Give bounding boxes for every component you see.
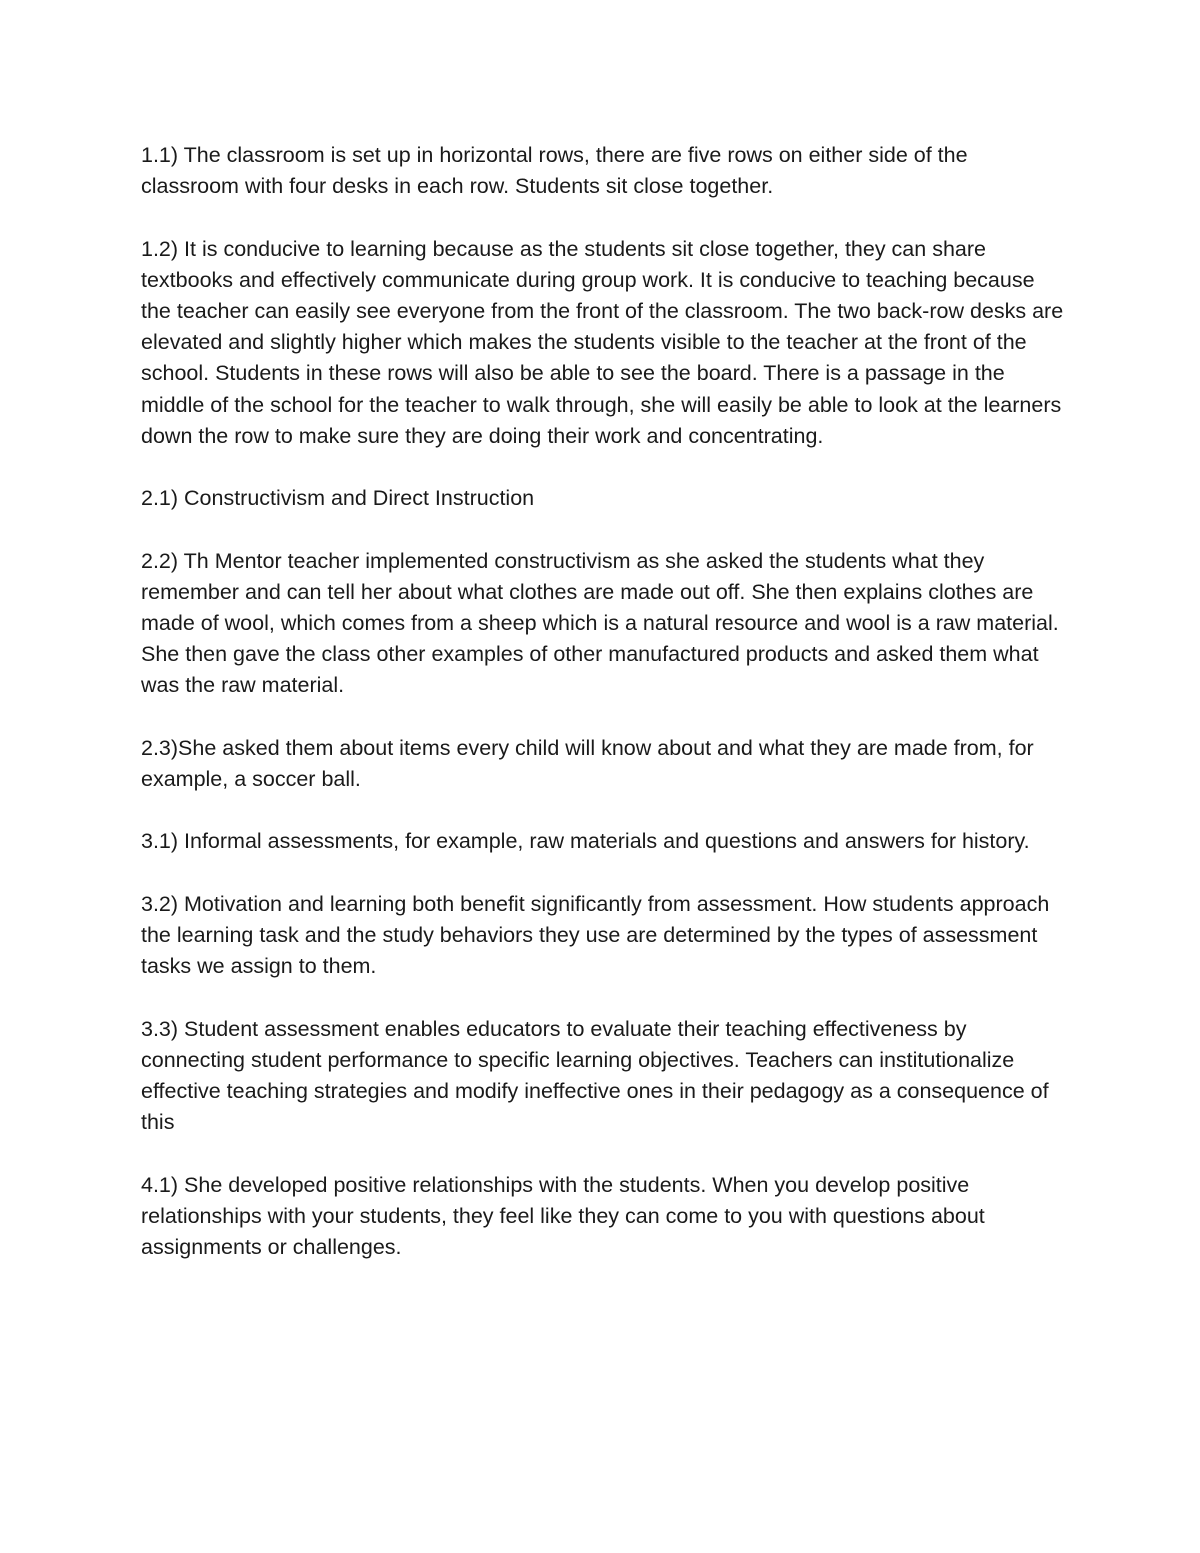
document-body [141, 140, 1066, 1294]
paragraph-1-1: 1.1) The classroom is set up in horizontal rows, there are five rows on either side of the classroom with four desks in each row. Students sit close together. [141, 143, 968, 199]
paragraph-2-2: 2.2) Th Mentor teacher implemented constructivism as she asked the students what they remember and can tell her about what clothes are made out off. She then explains clothes are made of wool, which comes from a sheep which is a natural resource and wool is a raw material. She then gave the class other examples of other manufactured products and asked them what was the raw material. [141, 548, 1059, 698]
paragraph-1-2: 1.2) It is conducive to learning because as the students sit close together, they can share textbooks and effectively communicate during group work. It is conducive to teaching because the teacher can easily see everyone from the front of the classroom. The two back-row desks are elevated and slightly higher which makes the students visible to the teacher at the front of the school. Students in these rows will also be able to see the board. There is a passage in the middle of the school for the teacher to walk through, she will easily be able to look at the learners down the row to make sure they are doing their work and concentrating. [141, 236, 1064, 448]
paragraph-4-1: 4.1) She developed positive relationships with the students. When you develop positive relationships with your students, they feel like they can come to you with questions about assignments or challenges. [141, 1172, 985, 1259]
paragraph-3-3: 3.3) Student assessment enables educators to evaluate their teaching effectiveness by connecting student performance to specific learning objectives. Teachers can institutionalize effective teaching strategies and modify ineffective ones in their pedagogy as a consequence of this [141, 1016, 1049, 1135]
paragraph-3-2: 3.2) Motivation and learning both benefit significantly from assessment. How students approach the learning task and the study behaviors they use are determined by the types of assessment tasks we assign to them. [141, 891, 1050, 979]
paragraph-2-1: 2.1) Constructivism and Direct Instruction [141, 486, 535, 511]
paragraph-3-1: 3.1) Informal assessments, for example, raw materials and questions and answers for history. [141, 829, 1030, 854]
paragraph-2-3: 2.3)She asked them about items every child will know about and what they are made from, for example, a soccer ball. [141, 735, 1034, 791]
